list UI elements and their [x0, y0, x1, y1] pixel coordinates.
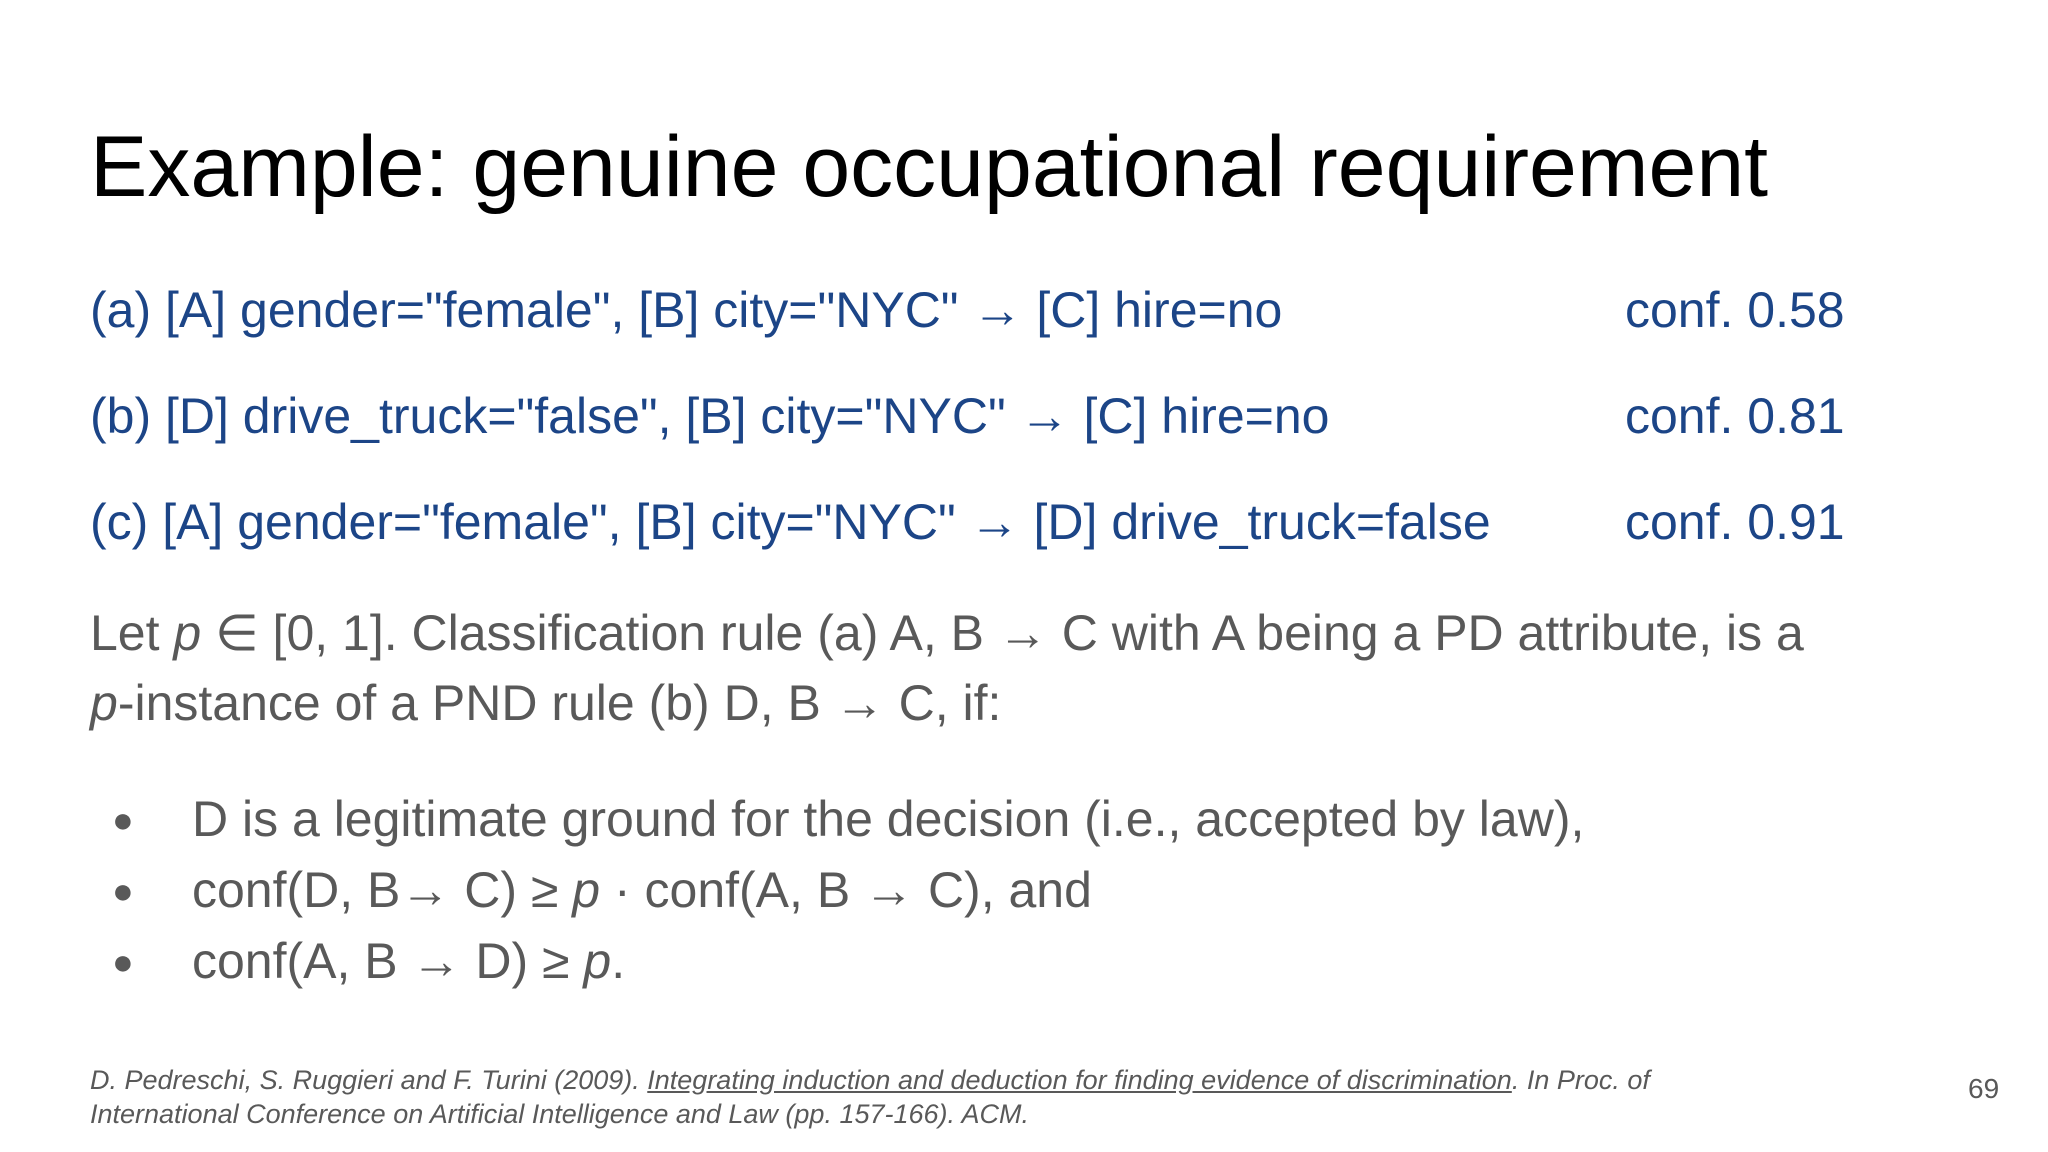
citation-line-2: International Conference on Artificial Intelligence and Law (pp. 157-166). ACM.	[90, 1099, 1030, 1129]
condition-text: .	[611, 933, 626, 989]
bullet-icon: ●	[112, 870, 134, 911]
definition-line-1	[90, 598, 1950, 668]
condition-item	[90, 784, 1584, 855]
citation-line-1	[90, 1063, 1890, 1097]
definition-text: ∈ [0, 1]. Classification rule (a) A, B → C with A being a PD attribute, is a	[201, 605, 1804, 661]
variable-p: p	[173, 605, 202, 661]
definition-line-2	[90, 668, 1950, 738]
condition-list	[90, 784, 1584, 997]
variable-p: p	[90, 675, 118, 731]
citation-venue: . In Proc. of	[1511, 1065, 1650, 1095]
paper-link[interactable]: Integrating induction and deduction for finding evidence of discrimination	[647, 1065, 1512, 1095]
condition-item	[90, 926, 1584, 997]
citation-authors: D. Pedreschi, S. Ruggieri and F. Turini (2009).	[90, 1065, 648, 1095]
rule-b-confidence: conf. 0.81	[1625, 388, 1845, 444]
condition-text: conf(A, B → D) ≥	[192, 933, 584, 989]
condition-item	[90, 855, 1584, 926]
variable-p: p	[572, 862, 601, 918]
slide-title: Example: genuine occupational requirement	[90, 119, 1769, 215]
bullet-icon: ●	[112, 799, 134, 840]
rule-a-text: (a) [A] gender="female", [B] city="NYC" → [C] hire=no	[90, 282, 1283, 338]
citation	[90, 1063, 1890, 1131]
variable-p: p	[583, 933, 612, 989]
page-number: 69	[1968, 1073, 2000, 1104]
condition-text: D is a legitimate ground for the decision (i.e., accepted by law),	[192, 791, 1585, 847]
definition-paragraph	[90, 598, 1950, 738]
condition-text: · conf(A, B → C), and	[600, 862, 1092, 918]
rule-a-confidence: conf. 0.58	[1625, 282, 1845, 338]
bullet-icon: ●	[112, 941, 134, 982]
rule-c-confidence: conf. 0.91	[1625, 494, 1845, 550]
rule-c-text: (c) [A] gender="female", [B] city="NYC" → [D] drive_truck=false	[90, 494, 1491, 550]
rule-b-text: (b) [D] drive_truck="false", [B] city="NYC" → [C] hire=no	[90, 388, 1330, 444]
condition-text: conf(D, B→ C) ≥	[192, 862, 573, 918]
definition-text: -instance of a PND rule (b) D, B → C, if:	[117, 675, 1002, 731]
definition-text: Let	[90, 605, 174, 661]
